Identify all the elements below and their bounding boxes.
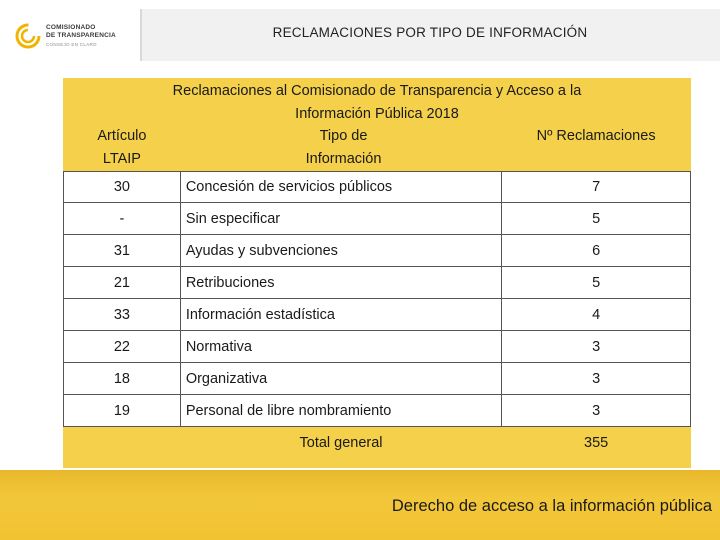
table-row: [64, 331, 691, 363]
cell-tipo: Información estadística: [180, 299, 501, 331]
cell-count: 3: [502, 331, 691, 363]
table-header-row: [64, 125, 691, 172]
total-label: Total general: [299, 435, 383, 452]
header-num-reclamaciones: [502, 125, 691, 172]
header-tipo: [180, 125, 501, 172]
cell-tipo: Ayudas y subvenciones: [180, 235, 501, 267]
reclamaciones-table: [63, 125, 691, 460]
header-tipo-line2: Información: [305, 151, 382, 167]
cell-tipo: Sin especificar: [180, 203, 501, 235]
table-row: [64, 267, 691, 299]
cell-tipo: Organizativa: [180, 363, 501, 395]
table-title-line2: Información Pública 2018: [295, 106, 459, 122]
cell-articulo: 18: [64, 363, 181, 395]
logo-line2: DE TRANSPARENCIA: [46, 31, 116, 39]
cell-count: 7: [502, 172, 691, 203]
header-num-reclamaciones-text: Nº Reclamaciones: [536, 128, 656, 144]
cell-articulo: 31: [64, 235, 181, 267]
table-row: [64, 172, 691, 203]
cell-tipo: Personal de libre nombramiento: [180, 395, 501, 427]
logo: [14, 18, 134, 54]
total-row: [64, 427, 691, 460]
table-row: [64, 395, 691, 427]
slide-title: RECLAMACIONES POR TIPO DE INFORMACIÓN: [272, 25, 588, 40]
cell-tipo: Retribuciones: [180, 267, 501, 299]
cell-articulo: 30: [64, 172, 181, 203]
cell-articulo: 19: [64, 395, 181, 427]
cell-count: 6: [502, 235, 691, 267]
table-row: [64, 299, 691, 331]
logo-line1: COMISIONADO: [46, 24, 96, 31]
cell-tipo: Concesión de servicios públicos: [180, 172, 501, 203]
cell-count: 3: [502, 363, 691, 395]
header-articulo-line1: Artículo: [97, 128, 147, 144]
table-title: [63, 80, 691, 126]
footer-text: Derecho de acceso a la información pública: [391, 497, 712, 515]
logo-subtitle: CONSEJO EN CLARO: [46, 42, 97, 47]
cell-articulo: 33: [64, 299, 181, 331]
table-row: [64, 203, 691, 235]
header-articulo-line2: LTAIP: [102, 151, 141, 167]
table-title-line1: Reclamaciones al Comisionado de Transparencia y Acceso a la: [172, 83, 582, 99]
total-empty: [64, 427, 181, 460]
cell-count: 4: [502, 299, 691, 331]
cell-tipo: Normativa: [180, 331, 501, 363]
total-value: 355: [584, 435, 609, 452]
logo-rings-icon: [14, 22, 42, 50]
cell-articulo: 21: [64, 267, 181, 299]
cell-count: 3: [502, 395, 691, 427]
cell-count: 5: [502, 203, 691, 235]
cell-articulo: 22: [64, 331, 181, 363]
logo-text: [46, 24, 116, 39]
table-row: [64, 363, 691, 395]
header-articulo: [64, 125, 181, 172]
header-tipo-line1: Tipo de: [319, 128, 368, 144]
cell-count: 5: [502, 267, 691, 299]
cell-articulo: -: [64, 203, 181, 235]
table-row: [64, 235, 691, 267]
